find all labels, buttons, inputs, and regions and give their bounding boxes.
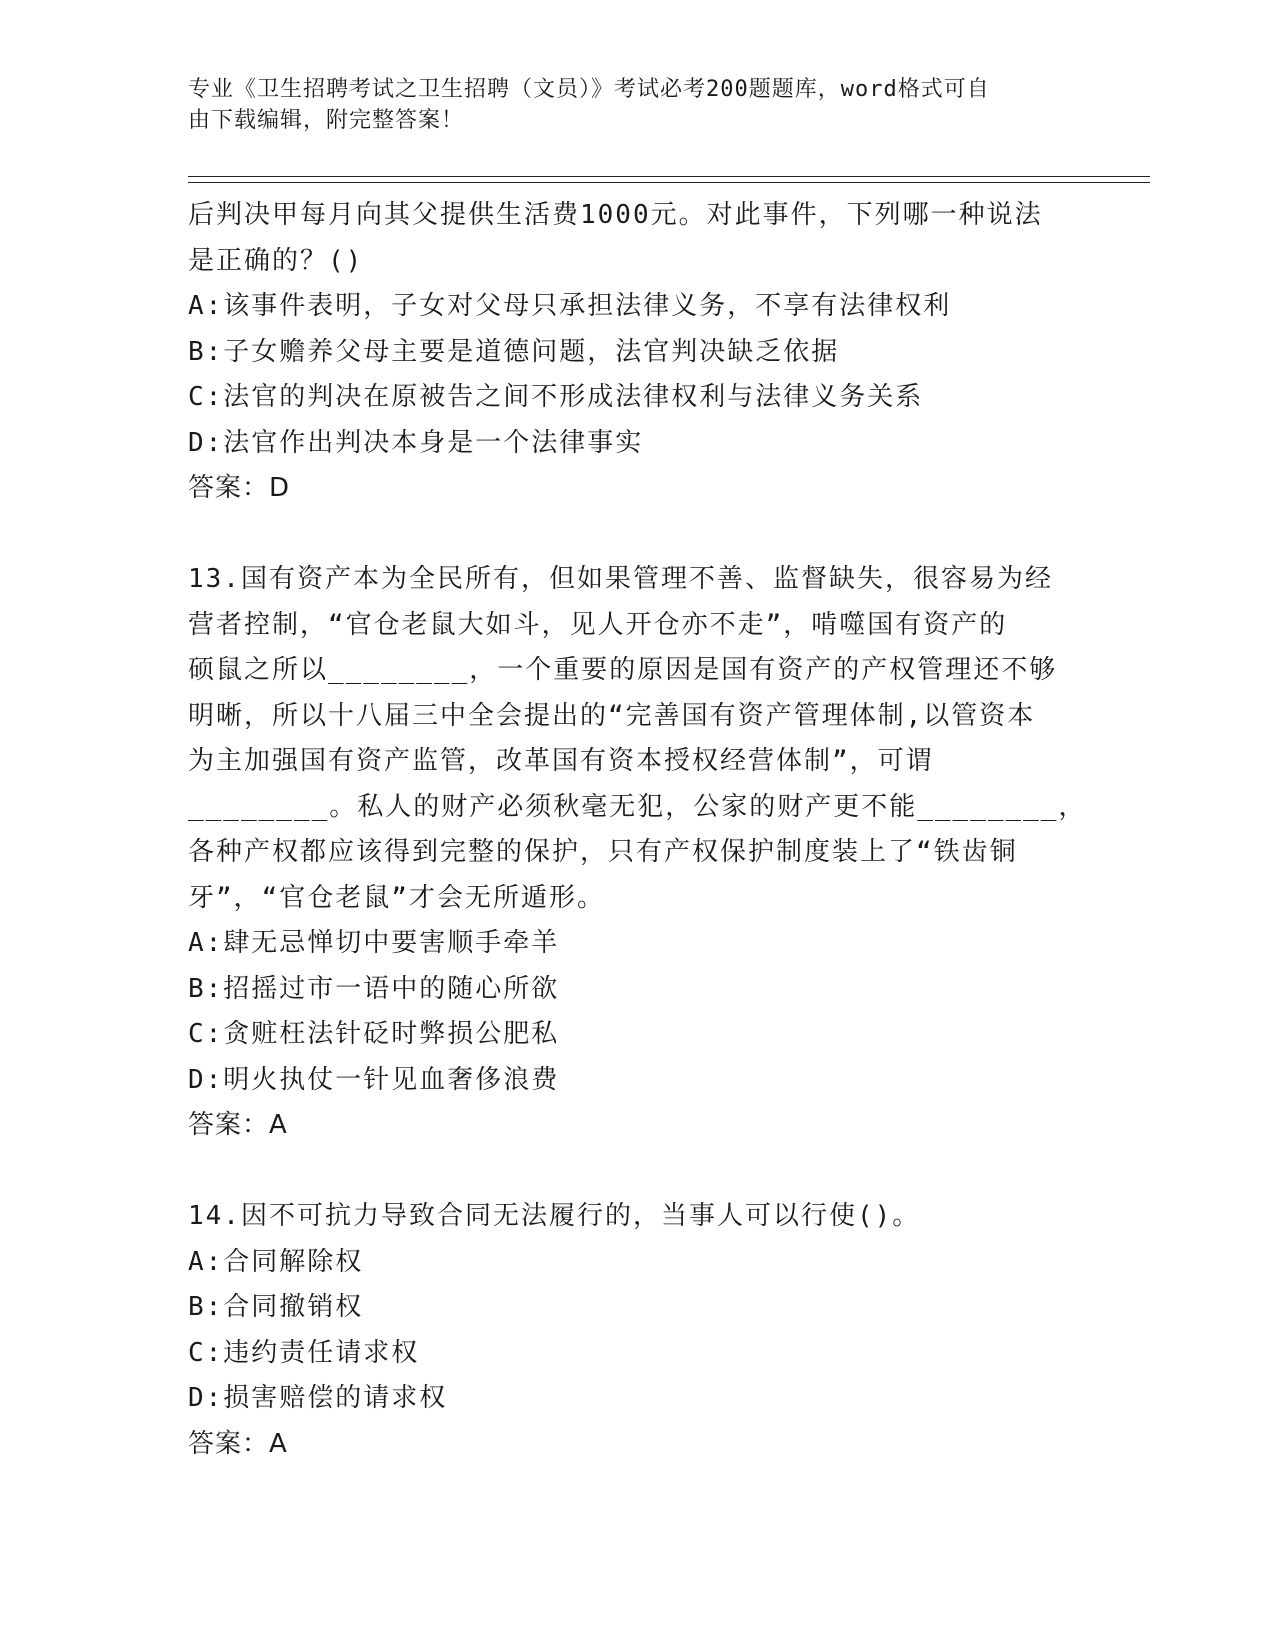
spacer	[188, 1149, 1088, 1195]
document-header	[188, 74, 1068, 136]
question-stem-line: 为主加强国有资产监管，改革国有资本授权经营体制”，可谓	[188, 746, 934, 776]
question-stem-line: 硕鼠之所以________，一个重要的原因是国有资产的产权管理还不够	[188, 655, 1058, 685]
answer-label: 答案：D	[188, 473, 291, 503]
question-stem-line: 各种产权都应该得到完整的保护，只有产权保护制度装上了“铁齿铜	[188, 837, 1018, 867]
option-b: B:合同撤销权	[188, 1292, 364, 1322]
option-d: D:明火执仗一针见血奢侈浪费	[188, 1064, 560, 1095]
answer-label: 答案：A	[188, 1110, 288, 1140]
question-14	[188, 1194, 1088, 1467]
option-d: D:损害赔偿的请求权	[188, 1383, 448, 1413]
spacer	[188, 512, 1088, 558]
option-c: C:贪赃枉法针砭时弊损公肥私	[188, 1019, 560, 1049]
question-12	[188, 193, 1088, 512]
question-stem-line: 13.国有资产本为全民所有，但如果管理不善、监督缺失，很容易为经	[188, 564, 1053, 594]
option-d: D:法官作出判决本身是一个法律事实	[188, 427, 644, 458]
question-stem-line: 是正确的？()	[188, 245, 364, 276]
question-stem-line: ________。私人的财产必须秋毫无犯，公家的财产更不能________，	[188, 791, 1087, 822]
question-13	[188, 557, 1088, 1149]
question-stem-line: 后判决甲每月向其父提供生活费1000元。对此事件，下列哪一种说法	[188, 200, 1043, 230]
option-b: B:子女赡养父母主要是道德问题，法官判决缺乏依据	[188, 336, 840, 367]
question-stem-line: 14.因不可抗力导致合同无法履行的，当事人可以行使()。	[188, 1201, 921, 1231]
question-stem-line: 牙”，“官仓老鼠”才会无所遁形。	[188, 882, 605, 913]
header-line-1: 专业《卫生招聘考试之卫生招聘（文员）》考试必考200题题库，word格式可自	[188, 77, 990, 102]
option-c: C:违约责任请求权	[188, 1337, 420, 1368]
question-stem-line: 营者控制，“官仓老鼠大如斗，见人开仓亦不走”，啃噬国有资产的	[188, 609, 1008, 640]
question-stem-line: 明晰，所以十八届三中全会提出的“完善国有资产管理体制,以管资本	[188, 700, 1036, 731]
header-divider	[188, 176, 1150, 183]
header-line-2: 由下载编辑，附完整答案！	[188, 108, 465, 133]
option-a: A:合同解除权	[188, 1246, 364, 1277]
option-c: C:法官的判决在原被告之间不形成法律权利与法律义务关系	[188, 382, 924, 412]
option-b: B:招摇过市一语中的随心所欲	[188, 973, 560, 1004]
option-a: A:肆无忌惮切中要害顺手牵羊	[188, 928, 560, 958]
option-a: A:该事件表明，子女对父母只承担法律义务，不享有法律权利	[188, 291, 952, 321]
document-body	[188, 193, 1088, 1467]
answer-label: 答案：A	[188, 1428, 288, 1459]
